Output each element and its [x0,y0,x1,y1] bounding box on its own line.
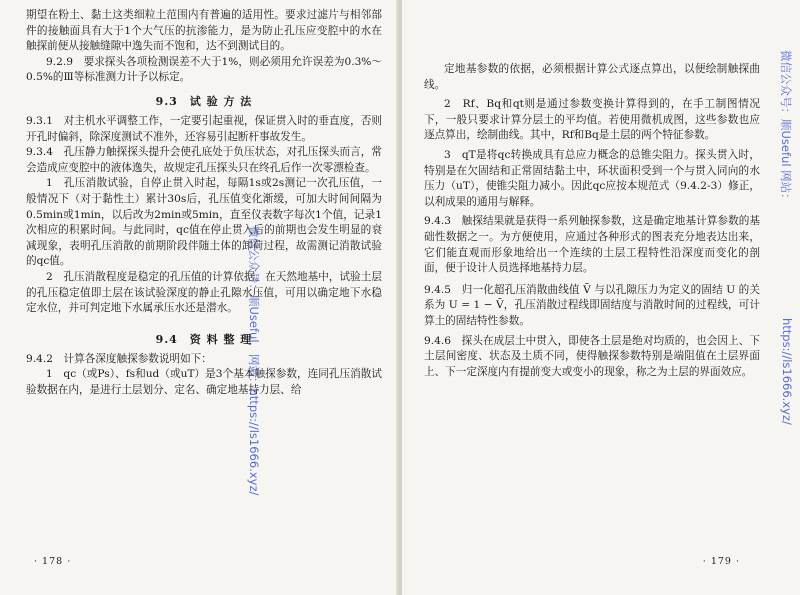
watermark-left: 微信公众号：顺Useful，网站：https://ls1666.xyz/ [247,226,261,496]
clause-9-3-4: 9.3.4 孔压静力触探探头提升会使孔底处于负压状态，对孔压探头而言，常会造成应变腔中的液体逸失，故规定孔压探头只在终孔后作一次零漂检查。 [26,146,382,174]
paragraph-cont: 期望在粉土、黏土这类细粒土范围内有普遍的适用性。要求过滤片与相邻部件的接触面具有大于1个大气压的抗渗能力，是为防止孔压应变腔中的水在触探前便从接触缝隙中逸失而不饱和，达不到测试目的。 [26,9,382,53]
section-heading-9-4: 9.4 资 料 整 理 [155,332,253,346]
section-heading-9-3: 9.3 试 验 方 法 [155,94,253,108]
page-number-right: · 179 · [702,556,740,567]
right-page [402,0,800,595]
page-number-left: · 178 · [34,556,72,567]
watermark-right-bottom: https://ls1666.xyz/ [780,318,794,425]
item-3-total-cone-resistance: 3 qT是将qc转换成具有总应力概念的总锥尖阻力。探头贯入时，特别是在欠固结和正常固结黏土中，环状面积受到一个与贯入同向的水压力（uT），使锥尖阻力减小。因此qc应按本规范式（9.4.2-3）修正，以利成果的通用与解释。 [424,148,760,208]
item-1-dissipation-test: 1 孔压消散试验，自停止贯入时起，每隔1s或2s测记一次孔压值，一般情况下（对于黏性土）累计30s后，孔压值变化渐缓，可加大时间间隔为0.5min或1min，以后改为2min或5min，直至仪表数字每次1个值，记录1次相应的积累时间。与此同时，qc值在停止贯入后的前期也会发生明显的衰减现象，表明孔压消散的前期阶段伴随土体的卸荷过程，故需测记消散试验的qc值。 [26,177,382,268]
item-2-derived-params: 2 Rf、Bq和qt则是通过参数变换计算得到的，在手工制图情况下，一般只要求计算分层土的平均值。若使用微机成图，这些参数也应逐点算出，绘制曲线。其中，Rf和Bq是土层的两个特征参数。 [424,98,760,142]
item-1-basic-params: 1 qc（或Ps）、fs和ud（或uT）是3个基本触探参数，连同孔压消散试验数据在内，是进行土层划分、定名、确定地基持力层、给 [26,368,382,396]
item-2-dissipation-degree: 2 孔压消散程度是稳定的孔压值的计算依据。在天然地基中，试验土层的孔压稳定值即土层在该试验深度的静止孔隙水压值，可用以确定地下水稳定水位，并可判定地下水属承压水还是潜水。 [26,270,382,315]
watermark-right-top: 微信公众号：顺Useful 网站： [779,50,793,205]
clause-9-4-2: 9.4.2 计算各深度触探参数说明如下： [26,352,212,365]
clause-9-2-9: 9.2.9 要求探头各项检测误差不大于1%，则必须用允许误差为0.3%～0.5%的Ⅲ等标准测力计予以标定。 [26,55,382,84]
left-page [0,0,398,595]
clause-9-4-3: 9.4.3 触探结果就是获得一系列触探参数，这是确定地基计算参数的基础性数据之一。为方便使用，应通过各种形式的图表充分地表达出来，它们能直观而形象地给出一个连续的土层工程特性沿深度而变化的剖面，便于设计人员选择地基持力层。 [424,215,760,275]
clause-9-3-1: 9.3.1 对主机水平调整工作，一定要引起重视，保证贯入时的垂直度，否则开孔时偏斜，除深度测试不准外，还容易引起断杆事故发生。 [26,114,382,143]
clause-9-4-6: 9.4.6 探头在成层土中贯入，即使各土层是绝对均质的，也会因上、下土层间密度、状态及土质不同，使得触探参数特别是端阻值在土层界面上、下一定深度内有提前变大或变小的现象，称之为土层的界面效应。 [424,334,760,378]
clause-9-4-5: 9.4.5 归一化超孔压消散曲线值 V̄ 与以孔隙压力为定义的固结 U 的关系为 U = 1 − V̄，孔压消散过程线即固结度与消散时间的过程线，可计算土的固结特性参数。 [424,283,760,327]
paragraph-cont: 定地基参数的依据，必须根据计算公式逐点算出，以便绘制触探曲线。 [424,63,760,91]
